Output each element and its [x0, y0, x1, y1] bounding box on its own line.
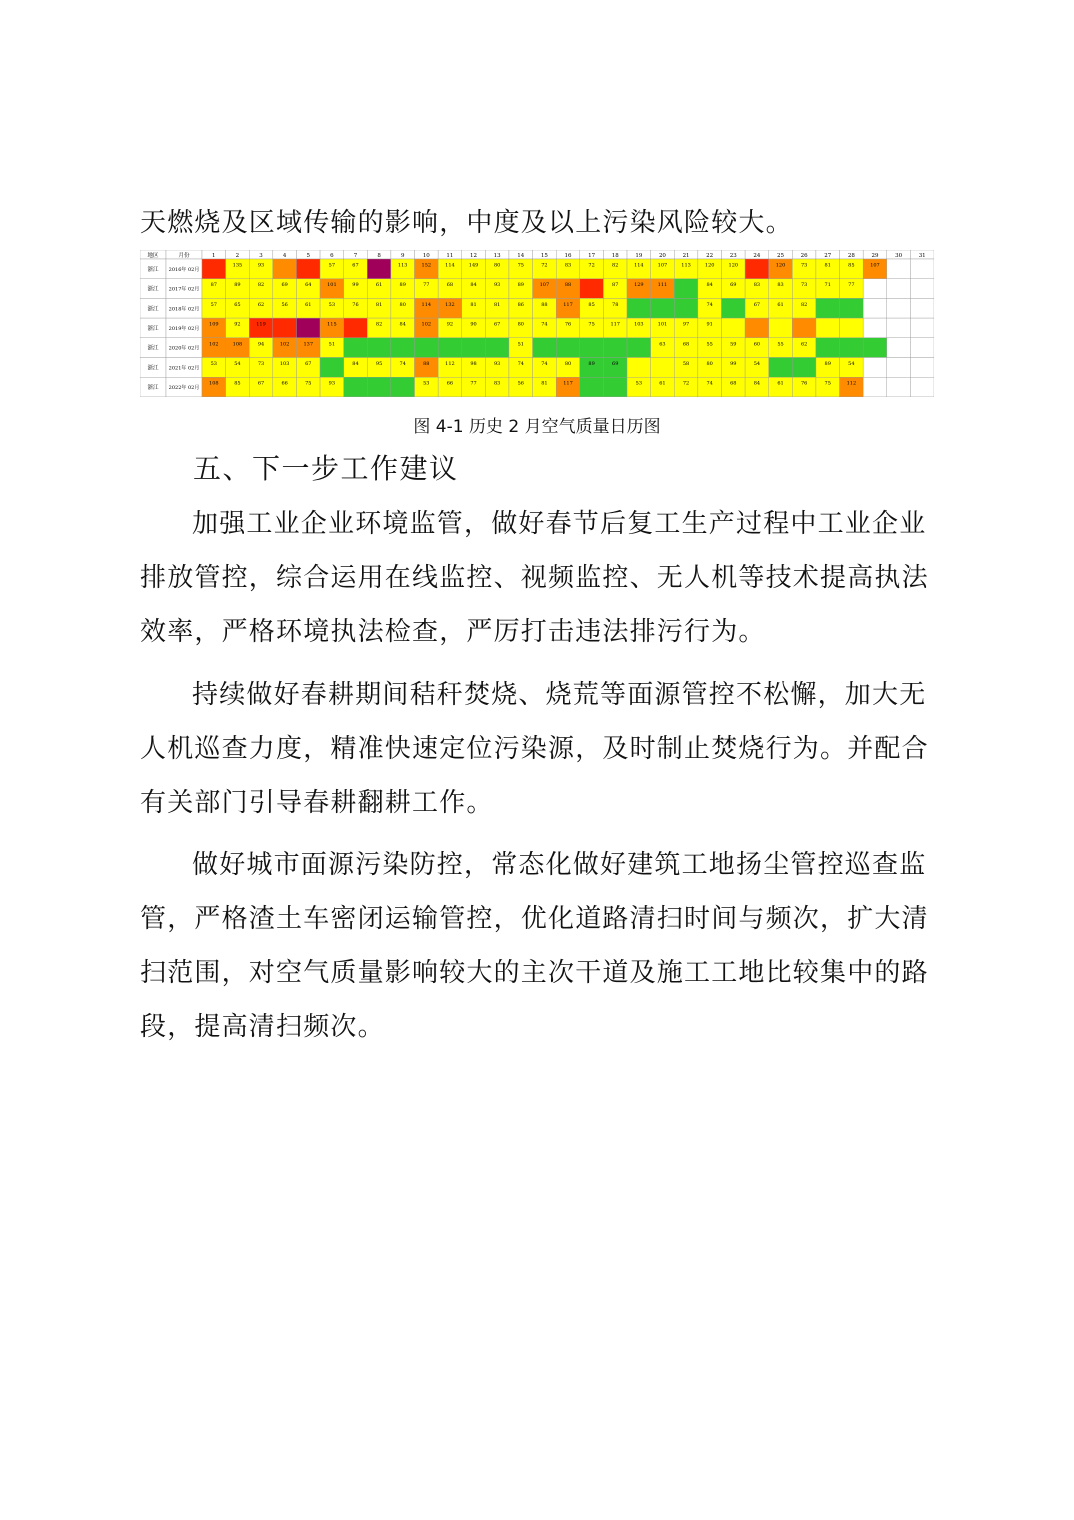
aqi-value-label: 135: [232, 262, 243, 269]
aqi-value-label: 89: [824, 361, 831, 367]
aqi-value-label: 108: [209, 380, 219, 387]
row-region-label: 浙江: [147, 345, 159, 352]
aqi-value-label: 85: [588, 301, 595, 308]
aqi-value-label: 88: [541, 301, 548, 308]
aqi-day-cell: [721, 298, 745, 318]
aqi-day-cell: [745, 259, 769, 279]
aqi-value-label: 59: [730, 341, 737, 348]
header-day-label: 27: [824, 253, 832, 259]
aqi-day-cell: [273, 318, 297, 338]
header-day-label: 25: [777, 253, 785, 259]
aqi-value-label: 99: [352, 282, 359, 289]
row-region-label: 浙江: [147, 325, 159, 332]
aqi-day-cell: [462, 338, 486, 358]
aqi-value-label: 84: [706, 282, 713, 289]
aqi-value-label: 75: [305, 380, 312, 387]
aqi-value-label: 80: [564, 361, 572, 367]
aqi-value-label: 88: [564, 282, 572, 289]
row-region-label: 浙江: [147, 385, 159, 392]
header-day-label: 29: [871, 253, 879, 259]
aqi-day-cell: [863, 318, 887, 338]
row-region-label: 浙江: [147, 306, 159, 313]
aqi-value-label: 69: [281, 282, 288, 289]
aqi-day-cell: [391, 338, 415, 358]
aqi-value-label: 99: [730, 361, 737, 367]
aqi-value-label: 101: [657, 321, 668, 328]
aqi-value-label: 89: [588, 361, 595, 367]
aqi-value-label: 82: [612, 262, 619, 269]
aqi-value-label: 119: [256, 321, 266, 328]
aqi-day-cell: [863, 358, 887, 378]
header-day-label: 31: [918, 253, 926, 259]
aqi-value-label: 94: [257, 341, 265, 348]
aqi-value-label: 114: [445, 262, 455, 269]
paragraph-industrial-supervision: 加强工业企业环境监管，做好春节后复工生产过程中工业企业排放管控，综合运用在线监控、视频监控、无人机等技术提高执法效率，严格环境执法检查，严厉打击违法排污行为。: [140, 509, 929, 647]
header-day-label: 13: [493, 253, 501, 259]
aqi-day-cell: [296, 259, 320, 279]
aqi-day-cell: [580, 338, 604, 358]
header-day-label: 8: [377, 253, 381, 259]
aqi-value-label: 102: [421, 321, 432, 328]
header-day-label: 16: [564, 253, 572, 259]
aqi-day-cell: [792, 358, 816, 378]
aqi-value-label: 84: [753, 380, 761, 387]
aqi-value-label: 57: [328, 262, 336, 269]
row-region-label: 浙江: [147, 266, 159, 273]
aqi-value-label: 98: [470, 361, 477, 367]
header-month-label: 月份: [178, 253, 190, 259]
row-region-label: 浙江: [147, 286, 159, 293]
aqi-day-cell: [651, 298, 675, 318]
aqi-day-cell: [887, 358, 911, 378]
aqi-value-label: 103: [279, 361, 290, 367]
aqi-value-label: 83: [564, 262, 572, 269]
aqi-value-label: 85: [848, 262, 855, 269]
aqi-day-cell: [910, 279, 934, 299]
aqi-value-label: 53: [423, 380, 430, 387]
aqi-value-label: 88: [423, 361, 430, 367]
aqi-day-cell: [863, 377, 887, 397]
aqi-value-label: 53: [210, 361, 217, 367]
aqi-value-label: 97: [682, 321, 690, 328]
aqi-value-label: 54: [753, 361, 761, 367]
aqi-value-label: 87: [210, 282, 217, 289]
aqi-day-cell: [344, 377, 368, 397]
aqi-value-label: 107: [870, 262, 880, 269]
aqi-value-label: 68: [730, 380, 737, 387]
aqi-value-label: 117: [563, 301, 573, 308]
header-day-label: 1: [212, 253, 216, 259]
aqi-value-label: 89: [399, 282, 406, 289]
aqi-value-label: 83: [777, 282, 784, 289]
aqi-value-label: 76: [564, 321, 572, 328]
aqi-value-label: 67: [753, 301, 761, 308]
air-quality-calendar: [140, 250, 934, 397]
aqi-day-cell: [840, 318, 864, 338]
header-day-label: 28: [847, 253, 855, 259]
aqi-value-label: 117: [610, 321, 620, 328]
header-day-label: 20: [658, 253, 666, 259]
aqi-value-label: 75: [824, 380, 831, 387]
aqi-value-label: 71: [824, 282, 831, 289]
aqi-day-cell: [556, 338, 580, 358]
aqi-day-cell: [792, 318, 816, 338]
aqi-value-label: 120: [775, 262, 786, 269]
aqi-day-cell: [320, 358, 344, 378]
aqi-value-label: 113: [681, 262, 691, 269]
aqi-value-label: 73: [257, 361, 265, 367]
row-month-label: 2017年 02月: [168, 286, 200, 293]
aqi-value-label: 84: [352, 361, 359, 367]
aqi-value-label: 92: [234, 321, 241, 328]
aqi-value-label: 68: [682, 341, 690, 348]
header-day-label: 7: [353, 253, 358, 259]
aqi-day-cell: [816, 298, 840, 318]
aqi-value-label: 114: [634, 262, 644, 269]
aqi-day-cell: [651, 358, 675, 378]
aqi-day-cell: [816, 338, 840, 358]
aqi-value-label: 80: [517, 321, 524, 328]
aqi-value-label: 75: [588, 321, 595, 328]
aqi-value-label: 82: [257, 282, 265, 289]
aqi-day-cell: [627, 358, 651, 378]
aqi-day-cell: [769, 318, 793, 338]
paragraph-urban-dust-control: 做好城市面源污染防控，常态化做好建筑工地扬尘管控巡查监管，严格渣土车密闭运输管控，优化道路清扫时间与频次，扩大清扫范围，对空气质量影响较大的主次干道及施工工地比较集中的路段，提高清扫频次。: [140, 850, 929, 1042]
aqi-value-label: 93: [493, 361, 501, 367]
header-day-label: 24: [753, 253, 761, 259]
aqi-value-label: 56: [517, 380, 524, 387]
aqi-value-label: 74: [541, 361, 548, 367]
aqi-value-label: 113: [397, 262, 408, 269]
header-day-label: 30: [895, 253, 903, 259]
aqi-value-label: 74: [706, 301, 713, 308]
aqi-value-label: 114: [421, 301, 432, 308]
aqi-value-label: 84: [470, 282, 477, 289]
aqi-day-cell: [367, 338, 391, 358]
header-day-label: 26: [800, 253, 808, 259]
aqi-value-label: 58: [682, 361, 690, 367]
aqi-value-label: 73: [800, 282, 808, 289]
figure-caption: 图 4-1 历史 2 月空气质量日历图: [413, 417, 661, 437]
aqi-day-cell: [910, 318, 934, 338]
aqi-value-label: 89: [234, 282, 241, 289]
aqi-value-label: 83: [493, 380, 501, 387]
aqi-day-cell: [296, 318, 320, 338]
aqi-day-cell: [438, 338, 462, 358]
aqi-value-label: 61: [659, 380, 666, 387]
header-day-label: 10: [422, 253, 430, 259]
row-month-label: 2022年 02月: [168, 385, 200, 392]
aqi-value-label: 67: [305, 361, 312, 367]
aqi-day-cell: [863, 279, 887, 299]
aqi-value-label: 93: [328, 380, 336, 387]
aqi-value-label: 129: [634, 282, 644, 289]
aqi-value-label: 107: [657, 262, 668, 269]
aqi-day-cell: [627, 338, 651, 358]
aqi-day-cell: [627, 298, 651, 318]
aqi-value-label: 101: [327, 282, 337, 289]
aqi-value-label: 55: [706, 341, 713, 348]
aqi-value-label: 78: [612, 301, 619, 308]
header-day-label: 18: [611, 253, 619, 259]
aqi-day-cell: [863, 338, 887, 358]
aqi-value-label: 68: [446, 282, 454, 289]
header-day-label: 12: [470, 253, 478, 259]
aqi-value-label: 66: [281, 380, 288, 387]
aqi-value-label: 61: [777, 380, 784, 387]
aqi-day-cell: [887, 298, 911, 318]
section-heading: 五、下一步工作建议: [193, 452, 459, 485]
aqi-value-label: 74: [541, 321, 548, 328]
aqi-day-cell: [910, 377, 934, 397]
header-day-label: 23: [729, 253, 737, 259]
header-day-label: 22: [706, 253, 714, 259]
aqi-value-label: 132: [445, 301, 455, 308]
aqi-day-cell: [887, 318, 911, 338]
aqi-value-label: 111: [657, 282, 668, 289]
aqi-value-label: 81: [824, 262, 831, 269]
aqi-value-label: 53: [328, 301, 336, 308]
aqi-value-label: 55: [777, 341, 784, 348]
aqi-value-label: 117: [563, 380, 573, 387]
aqi-value-label: 54: [234, 361, 241, 367]
aqi-value-label: 63: [659, 341, 666, 348]
aqi-value-label: 115: [327, 321, 337, 328]
aqi-value-label: 54: [848, 361, 855, 367]
aqi-value-label: 72: [588, 262, 595, 269]
aqi-day-cell: [485, 338, 509, 358]
aqi-day-cell: [580, 279, 604, 299]
header-day-label: 11: [446, 253, 454, 259]
aqi-value-label: 107: [539, 282, 550, 289]
aqi-value-label: 61: [375, 282, 383, 289]
header-day-label: 9: [400, 253, 405, 259]
aqi-day-cell: [816, 318, 840, 338]
aqi-value-label: 112: [846, 380, 857, 387]
aqi-value-label: 81: [375, 301, 383, 308]
aqi-day-cell: [887, 279, 911, 299]
aqi-day-cell: [603, 338, 627, 358]
aqi-value-label: 53: [635, 380, 643, 387]
row-month-label: 2018年 02月: [168, 306, 200, 313]
aqi-value-label: 102: [279, 341, 290, 348]
aqi-value-label: 61: [305, 301, 312, 308]
aqi-day-cell: [391, 377, 415, 397]
aqi-day-cell: [887, 338, 911, 358]
aqi-value-label: 62: [257, 301, 265, 308]
aqi-value-label: 82: [375, 321, 383, 328]
aqi-day-cell: [344, 318, 368, 338]
aqi-value-label: 62: [800, 341, 808, 348]
aqi-value-label: 93: [257, 262, 265, 269]
aqi-value-label: 74: [399, 361, 406, 367]
aqi-value-label: 93: [493, 282, 501, 289]
aqi-day-cell: [910, 298, 934, 318]
aqi-day-cell: [580, 377, 604, 397]
aqi-day-cell: [745, 318, 769, 338]
header-day-label: 2: [235, 253, 240, 259]
aqi-value-label: 95: [375, 361, 383, 367]
aqi-value-label: 149: [468, 262, 479, 269]
aqi-value-label: 77: [423, 282, 430, 289]
aqi-day-cell: [910, 338, 934, 358]
aqi-value-label: 108: [232, 341, 243, 348]
aqi-value-label: 56: [281, 301, 288, 308]
aqi-day-cell: [273, 259, 297, 279]
aqi-value-label: 69: [730, 282, 737, 289]
aqi-value-label: 74: [517, 361, 524, 367]
aqi-day-cell: [367, 259, 391, 279]
aqi-value-label: 84: [399, 321, 406, 328]
aqi-day-cell: [603, 377, 627, 397]
aqi-day-cell: [533, 338, 557, 358]
aqi-day-cell: [887, 377, 911, 397]
aqi-value-label: 81: [470, 301, 477, 308]
aqi-day-cell: [840, 298, 864, 318]
aqi-value-label: 72: [541, 262, 548, 269]
intro-tail-line: 天燃烧及区域传输的影响，中度及以上污染风险较大。: [140, 208, 793, 238]
aqi-value-label: 109: [209, 321, 219, 328]
aqi-value-label: 66: [446, 380, 454, 387]
header-day-label: 15: [540, 253, 548, 259]
aqi-value-label: 75: [517, 262, 524, 269]
aqi-value-label: 67: [257, 380, 265, 387]
header-day-label: 6: [330, 253, 334, 259]
aqi-day-cell: [721, 318, 745, 338]
header-day-label: 21: [682, 253, 690, 259]
aqi-value-label: 112: [445, 361, 455, 367]
aqi-value-label: 83: [753, 282, 761, 289]
aqi-day-cell: [910, 259, 934, 279]
aqi-value-label: 87: [612, 282, 619, 289]
row-month-label: 2016年 02月: [168, 266, 200, 273]
aqi-value-label: 120: [704, 262, 715, 269]
aqi-value-label: 60: [753, 341, 761, 348]
aqi-day-cell: [887, 259, 911, 279]
aqi-value-label: 76: [800, 380, 808, 387]
header-region-label: 地区: [147, 253, 159, 259]
aqi-value-label: 86: [517, 301, 524, 308]
aqi-day-cell: [344, 338, 368, 358]
aqi-day-cell: [840, 338, 864, 358]
aqi-value-label: 81: [493, 301, 501, 308]
aqi-day-cell: [863, 298, 887, 318]
aqi-value-label: 61: [777, 301, 784, 308]
header-day-label: 17: [588, 253, 596, 259]
aqi-value-label: 74: [706, 380, 713, 387]
aqi-value-label: 103: [634, 321, 644, 328]
aqi-value-label: 80: [706, 361, 713, 367]
aqi-value-label: 92: [446, 321, 454, 328]
aqi-day-cell: [202, 259, 226, 279]
row-month-label: 2020年 02月: [168, 345, 200, 352]
aqi-value-label: 67: [493, 321, 501, 328]
aqi-value-label: 85: [234, 380, 241, 387]
header-day-label: 3: [259, 253, 263, 259]
aqi-value-label: 73: [800, 262, 808, 269]
aqi-value-label: 91: [706, 321, 713, 328]
header-day-label: 4: [282, 253, 287, 259]
aqi-value-label: 80: [493, 262, 501, 269]
aqi-day-cell: [674, 298, 698, 318]
aqi-value-label: 152: [421, 262, 432, 269]
aqi-value-label: 82: [800, 301, 808, 308]
header-day-label: 5: [306, 253, 311, 259]
paragraph-straw-burning-control: 持续做好春耕期间秸秆焚烧、烧荒等面源管控不松懈，加大无人机巡查力度，精准快速定位污染源，及时制止焚烧行为。并配合有关部门引导春耕翻耕工作。: [140, 680, 929, 818]
aqi-day-cell: [367, 377, 391, 397]
header-day-label: 19: [635, 253, 643, 259]
row-region-label: 浙江: [147, 365, 159, 372]
aqi-value-label: 77: [848, 282, 855, 289]
aqi-value-label: 90: [470, 321, 477, 328]
aqi-value-label: 51: [517, 341, 524, 348]
aqi-day-cell: [674, 279, 698, 299]
aqi-value-label: 67: [352, 262, 359, 269]
header-day-label: 14: [517, 253, 525, 259]
aqi-value-label: 120: [728, 262, 739, 269]
aqi-value-label: 64: [305, 282, 312, 289]
aqi-value-label: 51: [328, 341, 336, 348]
aqi-value-label: 65: [234, 301, 241, 308]
aqi-day-cell: [415, 338, 439, 358]
aqi-value-label: 69: [612, 361, 619, 367]
row-month-label: 2019年 02月: [168, 325, 200, 332]
row-month-label: 2021年 02月: [168, 365, 200, 372]
aqi-value-label: 81: [541, 380, 548, 387]
aqi-value-label: 57: [210, 301, 217, 308]
aqi-value-label: 72: [682, 380, 690, 387]
aqi-value-label: 89: [517, 282, 524, 289]
aqi-day-cell: [769, 358, 793, 378]
aqi-day-cell: [910, 358, 934, 378]
aqi-value-label: 77: [470, 380, 477, 387]
aqi-value-label: 80: [399, 301, 406, 308]
aqi-value-label: 76: [352, 301, 359, 308]
aqi-value-label: 137: [303, 341, 314, 348]
aqi-value-label: 102: [209, 341, 219, 348]
